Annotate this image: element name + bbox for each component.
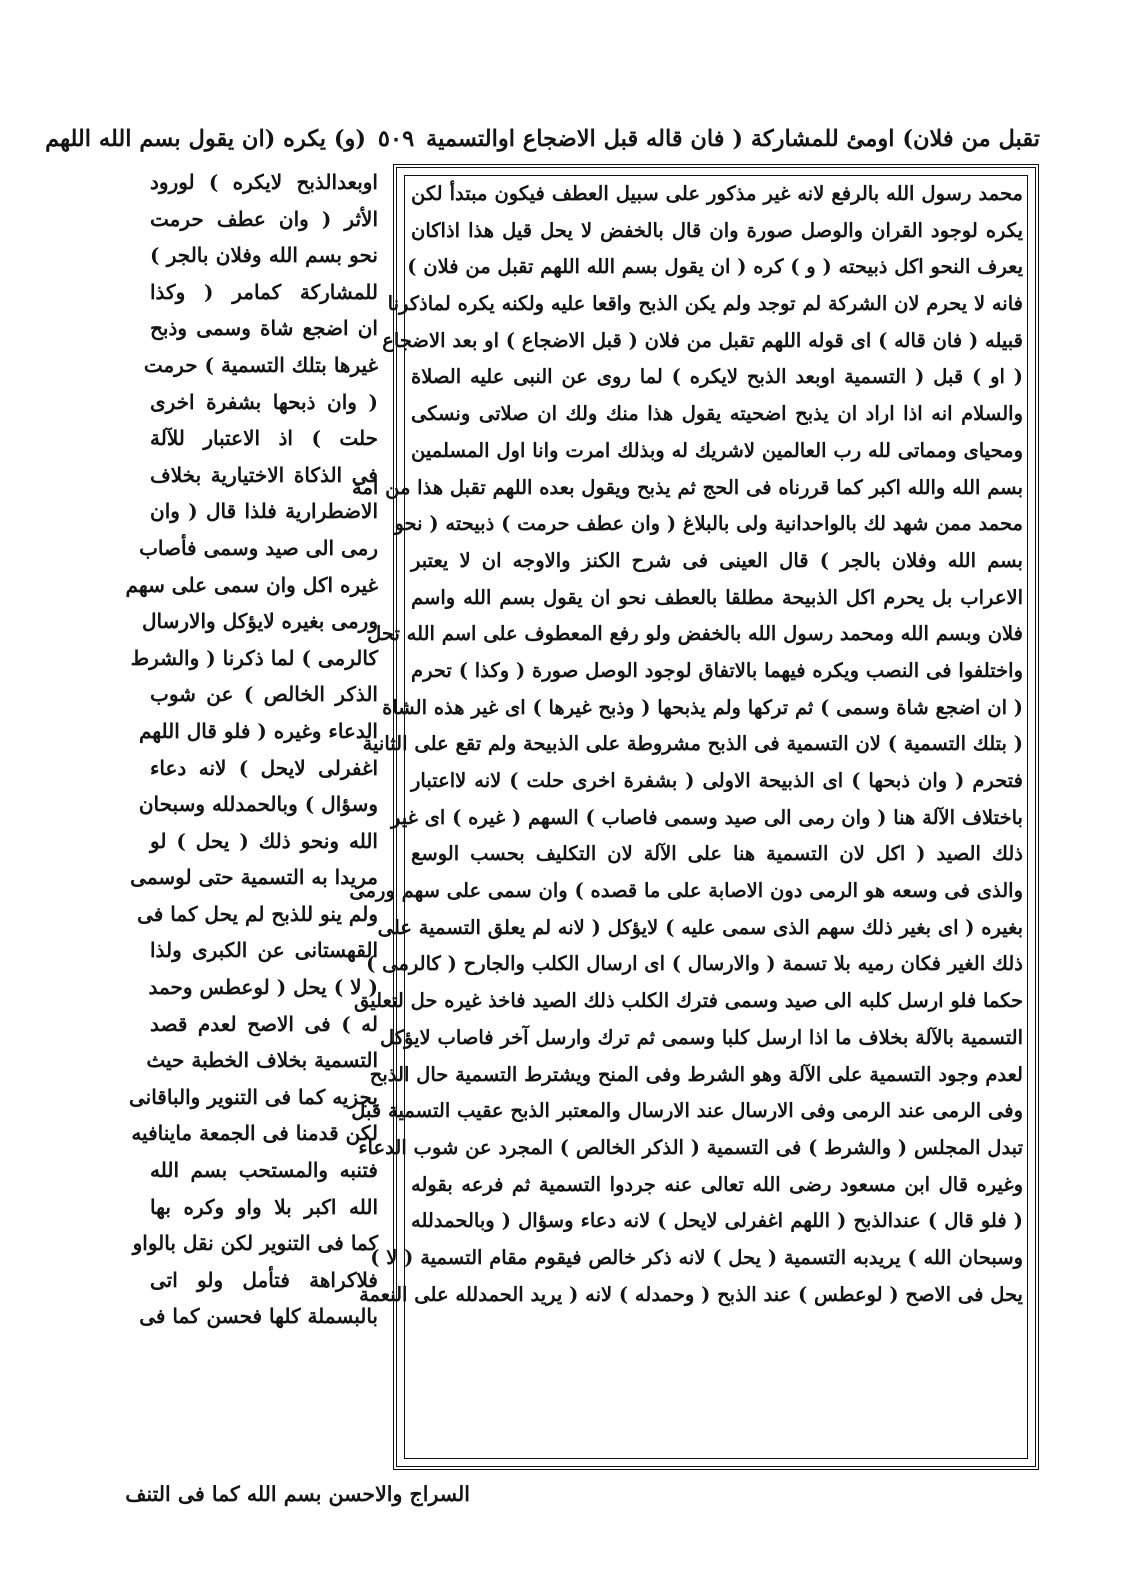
margin-line: ( لا ) يحل ( لوعطس وحمد <box>148 975 378 1000</box>
commentary-line: لعدم وجود التسمية على الآلة وهو الشرط وفى المنح ويشترط التسمية حال الذبح <box>369 1062 1023 1086</box>
margin-line: غيره اكل وان سمى على سهم <box>125 572 378 597</box>
margin-line: ورمى بغيره لايؤكل والارسال <box>142 609 378 634</box>
margin-line: اغفرلى لايحل ) لانه دعاء <box>150 755 378 780</box>
commentary-line: ( بتلك التسمية ) لان التسمية فى الذبح مشروطة على الذبيحة ولم تقع على الثانية <box>362 732 1023 756</box>
commentary-line: يكره لوجود القران والوصل صورة وان قال بالخفض لا يحل قيل هذا اذاكان <box>411 218 1023 242</box>
commentary-line: محمد ممن شهد لك بالواحدانية ولى بالبلاغ ( وان عطف حرمت ) ذبيحته ( نحو <box>394 512 1023 536</box>
margin-line: الدعاء وغيره ( فلو قال اللهم <box>138 718 378 743</box>
commentary-line: ( ان اضجع شاة وسمى ) ثم تركها ولم يذبحها ( وذبح غيرها ) اى غير هذه الشاة <box>382 695 1023 719</box>
page-number: ٥٠٩ <box>377 126 415 152</box>
commentary-text <box>349 176 1023 1313</box>
commentary-line: ( او ) قبل ( التسمية اوبعد الذبح لايكره ) لما روى عن النبى عليه الصلاة <box>411 365 1023 389</box>
commentary-line: وفى الرمى عند الرمى وفى الارسال عند الارسال والمعتبر الذبح عقيب التسمية قبل <box>351 1099 1023 1123</box>
commentary-line: قبيله ( فان قاله ) اى قوله اللهم تقبل من فلان ( قبل الاضجاع ) او بعد الاضجاع <box>382 328 1023 352</box>
margin-line: ( وان ذبحها بشفرة اخرى <box>150 389 378 414</box>
margin-line: القهستانى عن الكبرى ولذا <box>150 938 378 963</box>
margin-line: غيرها بتلك التسمية ) حرمت <box>143 352 378 377</box>
commentary-line: والذى فى وسعه هو الرمى دون الاصابة على ما قصده ) وان سمى على سهم ورمى <box>349 879 1023 903</box>
margin-line: مريدا به التسمية حتى لوسمى <box>130 865 378 890</box>
margin-line: فلاكراهة فتأمل ولو اتى <box>150 1267 378 1292</box>
margin-line: الاضطرارية فلذا قال ( وان <box>150 499 378 524</box>
margin-line: الله ونحو ذلك ( يحل ) لو <box>150 828 378 853</box>
margin-line: الله اكبر بلا واو وكره بها <box>150 1194 378 1219</box>
margin-line: له ) فى الاصح لعدم قصد <box>150 1011 378 1036</box>
margin-line: يجزيه كما فى التنوير والباقانى <box>128 1084 378 1109</box>
header-text-left: (و) يكره (ان يقول بسم الله اللهم <box>45 126 367 152</box>
commentary-line: يعرف النحو اكل ذبيحته ( و ) كره ( ان يقول بسم الله اللهم تقبل من فلان ) <box>407 255 1023 279</box>
margin-text <box>125 164 378 1335</box>
margin-line: وسؤال ) وبالحمدلله وسبحان <box>138 792 378 817</box>
margin-line: فتنبه والمستحب بسم الله <box>150 1158 378 1183</box>
commentary-line: بغيره ( اى بغير ذلك سهم الذى سمى عليه ) لايؤكل ( لانه لم يعلق التسمية على <box>377 915 1023 939</box>
margin-line: حلت ) اذ الاعتبار للآلة <box>150 426 378 451</box>
margin-line: بالبسملة كلها فحسن كما فى <box>139 1304 378 1329</box>
margin-text-continuation: السراج والاحسن بسم الله كما فى التنف <box>125 1482 470 1506</box>
commentary-line: وسبحان الله ) يريدبه التسمية ( يحل ) لانه ذكر خالص فيقوم مقام التسمية ( لا ) <box>370 1245 1023 1269</box>
running-header <box>45 118 1040 160</box>
commentary-line: والسلام انه اذا اراد ان يذبح اضحيته يقول هذا منك ولك ان صلاتى ونسكى <box>411 402 1023 426</box>
commentary-line: واختلفوا فى النصب ويكره فيهما بالاتفاق لوجود الوصل صورة ( وكذا ) تحرم <box>411 658 1023 682</box>
margin-line: الذكر الخالص ) عن شوب <box>150 682 378 707</box>
margin-line: اوبعدالذبح لايكره ) لورود <box>150 170 378 194</box>
commentary-line: فتحرم ( وان ذبحها ) اى الذبيحة الاولى ( بشفرة اخرى حلت ) لانه لااعتبار <box>411 769 1023 792</box>
margin-line: رمى الى صيد وسمى فأصاب <box>139 535 378 560</box>
margin-line: ان اضجع شاة وسمى وذبح <box>150 316 378 341</box>
commentary-line: ذلك الصيد ( اكل لان التسمية هنا على الآلة لان التكليف بحسب الوسع <box>411 842 1023 866</box>
margin-line: كالرمى ) لما ذكرنا ( والشرط <box>130 645 378 670</box>
margin-line: نحو بسم الله وفلان بالجر ) <box>150 243 378 268</box>
commentary-line: الاعراب بل يحرم اكل الذبيحة مطلقا بالعطف نحو ان يقول بسم الله واسم <box>411 585 1023 609</box>
commentary-line: باختلاف الآلة هنا ( وان رمى الى صيد وسمى فاصاب ) السهم ( غيره ) اى غير <box>391 805 1023 829</box>
commentary-line: ( فلو قال ) عندالذبح ( اللهم اغفرلى لايحل ) لانه دعاء وسؤال ( وبالحمدلله <box>411 1209 1023 1233</box>
commentary-line: فانه لا يحرم لان الشركة لم توجد ولم يكن الذبح واقعا عليه ولكنه يكره لماذكرنا <box>387 292 1023 316</box>
commentary-line: وغيره قال ابن مسعود رضى الله تعالى عنه جردوا التسمية ثم فرعه بقوله <box>411 1172 1023 1196</box>
margin-line: لكن قدمنا فى الجمعة ماينافيه <box>131 1121 378 1146</box>
commentary-line: حكما فلو ارسل كلبه الى صيد وسمى فترك الكلب ذلك الصيد فاخذ غيره حل لتعليق <box>353 989 1023 1013</box>
commentary-line: يحل فى الاصح ( لوعطس ) عند الذبح ( وحمدله ) لانه ( يريد الحمدلله على النعمة <box>359 1282 1023 1306</box>
commentary-line: بسم الله والله اكبر كما قررناه فى الحج ثم يذبح ويقول بعده اللهم تقبل هذا من امة <box>352 475 1023 499</box>
commentary-line: التسمية بالآلة بخلاف ما اذا ارسل كلبا وسمى ثم ترك وارسل آخر فاصاب لايؤكل <box>380 1025 1023 1049</box>
margin-line: فى الذكاة الاختيارية بخلاف <box>150 462 378 487</box>
margin-line: ولم ينو للذبح لم يحل كما فى <box>137 901 378 926</box>
margin-line: كما فى التنوير لكن نقل بالواو <box>132 1231 378 1256</box>
header-text-right: تقبل من فلان) اومئ للمشاركة ( فان قاله قبل الاضجاع اوالتسمية <box>426 126 1040 152</box>
margin-line: الأثر ( وان عطف حرمت <box>150 206 378 231</box>
commentary-line: تبدل المجلس ( والشرط ) فى التسمية ( الذكر الخالص ) المجرد عن شوب الدعاء <box>358 1135 1023 1159</box>
commentary-line: ومحياى ومماتى لله رب العالمين لاشريك له وبذلك امرت وانا اول المسلمين <box>411 438 1023 462</box>
commentary-line: ذلك الغير فكان رميه بلا تسمة ( والارسال ) اى ارسال الكلب والجارح ( كالرمى ) <box>366 952 1023 976</box>
margin-line: للمشاركة كمامر ( وكذا <box>150 279 378 304</box>
commentary-line: فلان وبسم الله ومحمد رسول الله بالخفض ولو رفع المعطوف على اسم الله تحل <box>367 622 1023 646</box>
margin-line: التسمية بخلاف الخطبة حيث <box>146 1048 378 1073</box>
commentary-line: محمد رسول الله بالرفع لانه غير مذكور على سبيل العطف فيكون مبتدأ لكن <box>411 182 1023 205</box>
commentary-line: بسم الله وفلان بالجر ) قال العينى فى شرح الكنز والاوجه ان لا يعتبر <box>411 548 1023 572</box>
